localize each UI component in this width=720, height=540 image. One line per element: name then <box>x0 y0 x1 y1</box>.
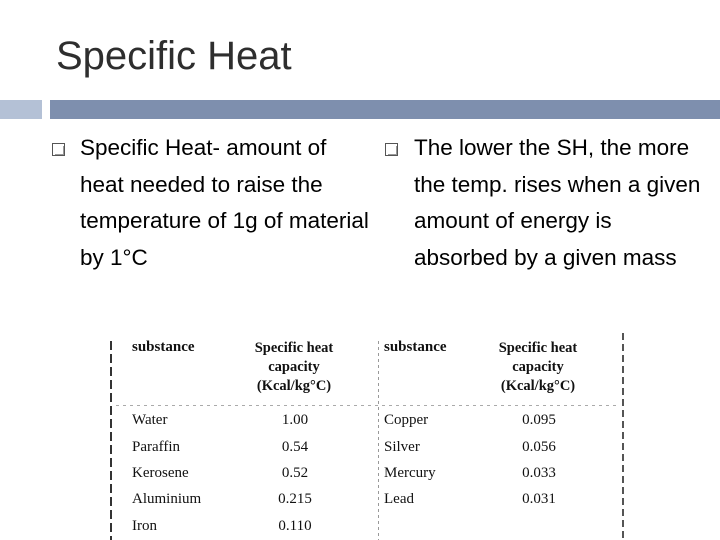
table-cell-value: 0.031 <box>522 491 556 507</box>
table-header-rule <box>116 405 616 406</box>
header-capacity-line1: Specific heat <box>254 340 334 356</box>
table-cell-value: 0.110 <box>278 518 312 534</box>
table-cell-value: 0.52 <box>281 465 309 481</box>
table-cell-value: 0.215 <box>278 491 312 507</box>
header-capacity-line3: (Kcal/kg°C) <box>256 378 332 394</box>
bullet-text-lower-sh: The lower the SH, the more the temp. rises when a given amount of energy is absorbed by a given mass <box>414 135 701 270</box>
header-substance-right: substance <box>384 339 447 355</box>
table-cell-substance: Mercury <box>384 465 436 481</box>
header-substance-left: substance <box>132 339 195 355</box>
slide-title: Specific Heat <box>56 34 292 78</box>
table-cell-value: 0.033 <box>522 465 556 481</box>
table-cell-substance: Iron <box>132 518 157 534</box>
table-cell-substance: Paraffin <box>132 439 181 455</box>
table-cell-substance: Copper <box>384 412 429 428</box>
table-scan-edge-right <box>622 333 624 540</box>
specific-heat-table <box>110 333 624 540</box>
title-accent-bar-dark <box>50 100 720 119</box>
header-capacity-left <box>234 339 354 396</box>
table-cell-substance: Silver <box>384 439 420 455</box>
box-bullet-icon <box>385 143 398 156</box>
table-scan-edge-left <box>110 341 112 540</box>
table-cell-value: 0.54 <box>281 439 309 455</box>
box-bullet-icon <box>52 143 65 156</box>
table-cell-substance: Kerosene <box>132 465 189 481</box>
title-accent-bar-light <box>0 100 42 119</box>
table-cell-substance: Aluminium <box>132 491 202 507</box>
header-capacity-line2: capacity <box>268 359 320 375</box>
header-capacity-line1: Specific heat <box>498 340 578 356</box>
header-capacity-right <box>478 339 598 396</box>
header-capacity-line2: capacity <box>512 359 564 375</box>
table-cell-value: 1.00 <box>281 412 309 428</box>
table-divider <box>378 341 379 540</box>
table-cell-substance: Lead <box>384 491 414 507</box>
table-cell-value: 0.056 <box>522 439 556 455</box>
table-cell-substance: Water <box>132 412 168 428</box>
header-capacity-line3: (Kcal/kg°C) <box>500 378 576 394</box>
bullet-text-definition: Specific Heat- amount of heat needed to raise the temperature of 1g of material by 1°C <box>80 135 369 270</box>
table-cell-value: 0.095 <box>522 412 556 428</box>
